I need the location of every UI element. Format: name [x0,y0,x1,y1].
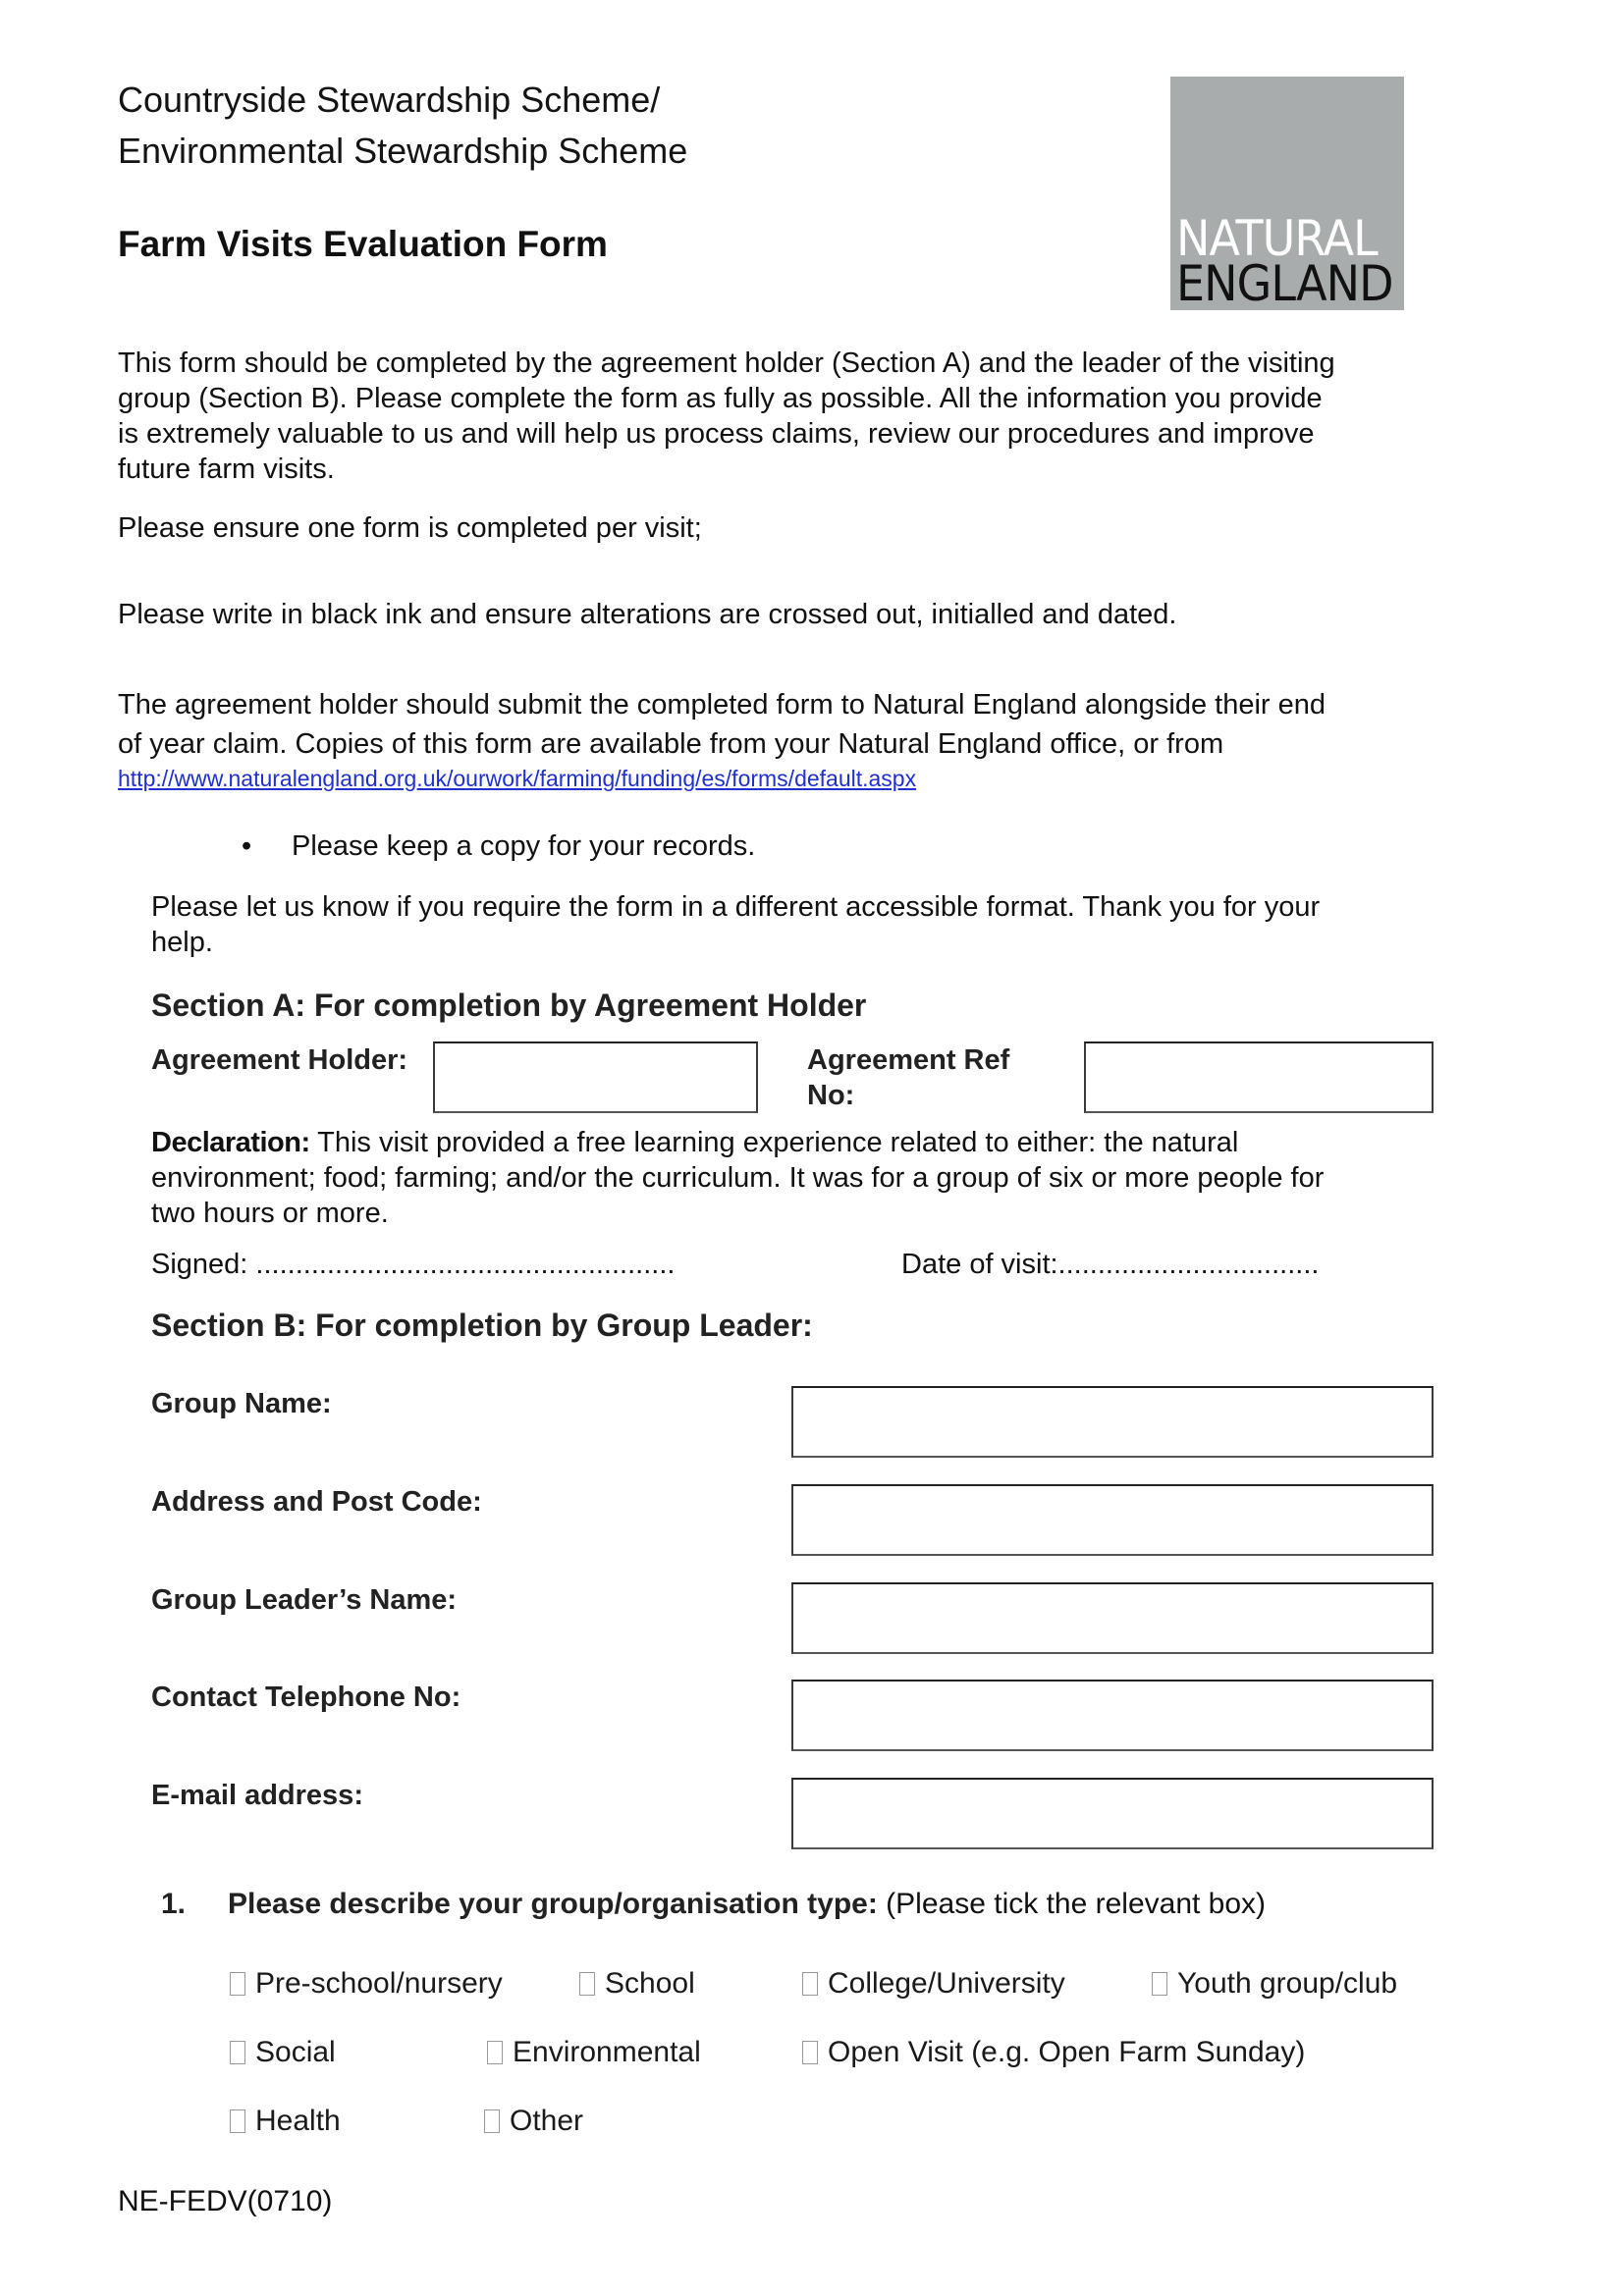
agreement-ref-field[interactable] [1084,1041,1434,1113]
group-leader-name-field[interactable] [791,1582,1434,1654]
option-label: School [605,1967,695,2000]
natural-england-logo [1170,77,1404,310]
checkbox-icon[interactable] [487,2041,503,2064]
group-name-field[interactable] [791,1386,1434,1458]
question-1-prompt: Please describe your group/organisation type: [228,1888,878,1920]
declaration-line: environment; food; farming; and/or the curriculum. It was for a group of six or more people for [151,1162,1325,1194]
checkbox-icon[interactable] [484,2109,500,2133]
option-youth-group-club[interactable] [1152,1967,1397,2001]
option-preschool-nursery[interactable] [230,1967,503,2001]
contact-telephone-label: Contact Telephone No: [151,1682,461,1713]
checkbox-icon[interactable] [802,2041,818,2064]
contact-telephone-field[interactable] [791,1680,1434,1751]
accessible-format-note [151,889,1320,960]
logo-england-text: ENGLAND [1176,255,1393,312]
scheme-title-line-2: Environmental Stewardship Scheme [118,131,688,171]
checkbox-icon[interactable] [579,1972,595,1996]
email-address-field[interactable] [791,1778,1434,1849]
section-a-heading: Section A: For completion by Agreement Holder [151,988,867,1023]
intro-line: group (Section B). Please complete the form as fully as possible. All the information you provide [118,383,1323,414]
scheme-title-line-1: Countryside Stewardship Scheme/ [118,80,661,120]
intro-line: is extremely valuable to us and will help us process claims, review our procedures and improve [118,418,1315,450]
declaration-text: This visit provided a free learning experience related to either: the natural [309,1127,1239,1158]
option-other[interactable] [484,2105,583,2138]
option-social[interactable] [230,2036,336,2069]
agreement-ref-label-line: No: [807,1080,855,1111]
logo-natural-text: NATURAL [1176,210,1378,267]
checkbox-icon[interactable] [802,1972,818,1996]
agreement-holder-field[interactable] [433,1041,758,1113]
checkbox-icon[interactable] [230,2041,245,2064]
agreement-ref-label [807,1042,1009,1113]
declaration-line: two hours or more. [151,1198,389,1229]
checkbox-icon[interactable] [230,1972,245,1996]
address-postcode-label: Address and Post Code: [151,1486,482,1518]
intro-line: This form should be completed by the agreement holder (Section A) and the leader of the visiting [118,347,1335,379]
form-reference-code: NE-FEDV(0710) [118,2185,333,2217]
accessible-format-line: help. [151,927,213,958]
email-address-label: E-mail address: [151,1780,363,1811]
submission-paragraph [118,685,1326,764]
black-ink-note: Please write in black ink and ensure alterations are crossed out, initialled and dated. [118,599,1177,630]
option-open-visit[interactable] [802,2036,1305,2069]
form-title: Farm Visits Evaluation Form [118,224,608,264]
group-leader-name-label: Group Leader’s Name: [151,1584,458,1616]
option-label: Pre-school/nursery [255,1967,503,2000]
option-label: Youth group/club [1177,1967,1398,2000]
option-environmental[interactable] [487,2036,701,2069]
declaration-label: Declaration: [151,1127,310,1158]
one-form-per-visit-note: Please ensure one form is completed per visit; [118,512,702,544]
option-label: Environmental [513,2036,701,2068]
checkbox-icon[interactable] [230,2109,245,2133]
bullet-icon: • [242,830,252,862]
date-of-visit-line[interactable]: Date of visit:................................. [901,1249,1320,1280]
submission-line: of year claim. Copies of this form are available from your Natural England office, or from [118,728,1224,760]
question-1-number: 1. [161,1888,187,1920]
option-label: Social [255,2036,336,2068]
option-college-university[interactable] [802,1967,1065,2001]
accessible-format-line: Please let us know if you require the form in a different accessible format. Thank you for your [151,891,1321,923]
agreement-ref-label-line: Agreement Ref [807,1044,1010,1076]
question-1-text [228,1887,1266,1922]
address-postcode-field[interactable] [791,1484,1434,1556]
submission-line: The agreement holder should submit the completed form to Natural England alongside their end [118,689,1326,721]
group-name-label: Group Name: [151,1388,332,1419]
signed-line[interactable]: Signed: ..................................................... [151,1249,676,1280]
section-b-heading: Section B: For completion by Group Leader: [151,1308,813,1343]
option-label: Health [255,2105,341,2137]
option-label: Open Visit (e.g. Open Farm Sunday) [828,2036,1306,2068]
intro-line: future farm visits. [118,454,335,485]
declaration [151,1125,1324,1231]
option-label: Other [510,2105,584,2137]
forms-download-link[interactable]: http://www.naturalengland.org.uk/ourwork/farming/funding/es/forms/default.aspx [118,766,917,791]
checkbox-icon[interactable] [1152,1972,1167,1996]
option-health[interactable] [230,2105,341,2138]
option-label: College/University [828,1967,1065,2000]
agreement-holder-label: Agreement Holder: [151,1044,408,1076]
question-1-instruction: (Please tick the relevant box) [877,1888,1267,1920]
option-school[interactable] [579,1967,695,2001]
keep-copy-note: Please keep a copy for your records. [292,830,756,862]
intro-paragraph [118,346,1335,487]
